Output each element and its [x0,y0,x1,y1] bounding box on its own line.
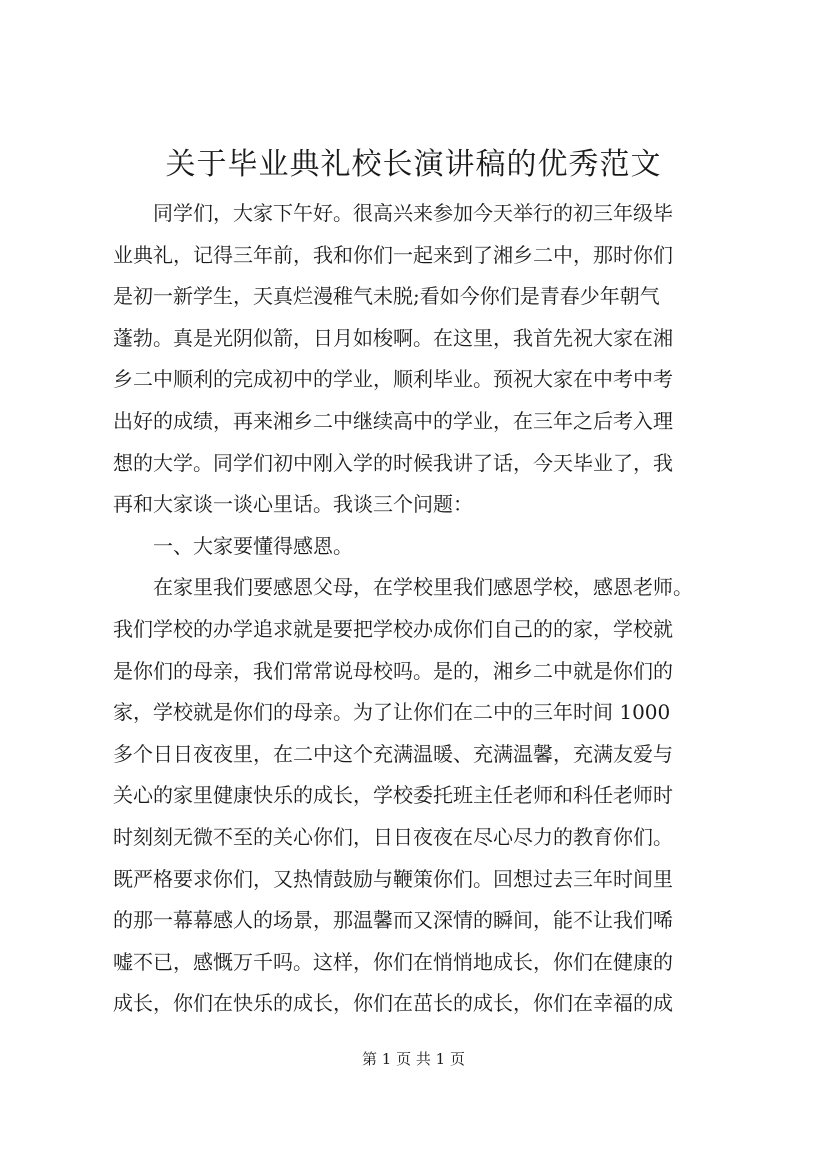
body-line: 关心的家里健康快乐的成长，学校委托班主任老师和科任老师时 [113,783,673,808]
section-heading: 一、大家要懂得感恩。 [113,533,353,558]
body-line: 想的大学。同学们初中刚入学的时候我讲了话，今天毕业了，我 [113,450,673,475]
body-line: 是初一新学生，天真烂漫稚气未脱;看如今你们是青春少年朝气 [113,284,660,309]
body-line: 在家里我们要感恩父母，在学校里我们感恩学校，感恩老师。 [113,575,693,600]
document-body [113,193,733,1025]
body-line: 出好的成绩，再来湘乡二中继续高中的学业，在三年之后考入理 [113,408,673,433]
body-line: 的那一幕幕感人的场景，那温馨而又深情的瞬间，能不让我们唏 [113,908,673,933]
body-line: 蓬勃。真是光阴似箭，日月如梭啊。在这里，我首先祝大家在湘 [113,325,673,350]
body-line: 既严格要求你们，又热情鼓励与鞭策你们。回想过去三年时间里 [113,866,673,891]
body-line: 同学们，大家下午好。很高兴来参加今天举行的初三年级毕 [113,201,673,225]
body-line: 多个日日夜夜里，在二中这个充满温暖、充满温馨，充满友爱与 [113,741,673,766]
body-line: 嘘不已，感慨万千吗。这样，你们在悄悄地成长，你们在健康的 [113,949,673,974]
body-line: 再和大家谈一谈心里话。我谈三个问题： [113,492,473,517]
body-line: 我们学校的办学追求就是要把学校办成你们自己的的家，学校就 [113,616,673,641]
body-line: 业典礼，记得三年前，我和你们一起来到了湘乡二中，那时你们 [113,242,673,267]
body-line: 成长，你们在快乐的成长，你们在茁长的成长，你们在幸福的成 [113,991,673,1016]
body-line: 家，学校就是你们的母亲。为了让你们在二中的三年时间 1000 [113,700,671,725]
page-footer: 第 1 页 共 1 页 [362,1050,465,1068]
body-line: 时刻刻无微不至的关心你们，日日夜夜在尽心尽力的教育你们。 [113,824,673,849]
document-title: 关于毕业典礼校长演讲稿的优秀范文 [165,147,662,182]
body-line: 乡二中顺利的完成初中的学业，顺利毕业。预祝大家在中考中考 [113,367,673,392]
body-line: 是你们的母亲，我们常常说母校吗。是的，湘乡二中就是你们的 [113,658,673,683]
